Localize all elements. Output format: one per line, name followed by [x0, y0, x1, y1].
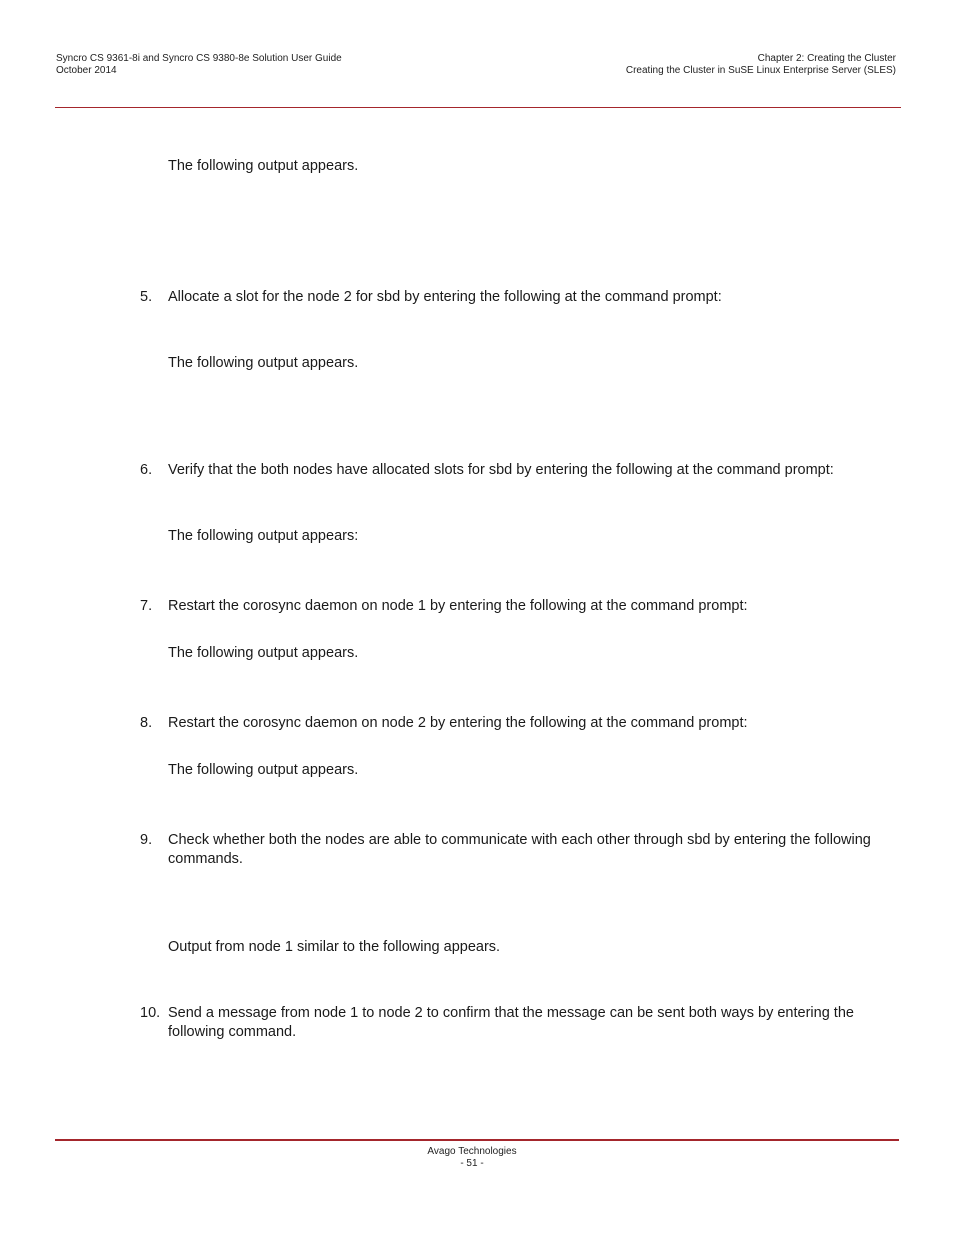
section-title: Creating the Cluster in SuSE Linux Enterprise Server (SLES) — [625, 65, 896, 76]
footer-divider — [55, 1139, 899, 1141]
step-number: 9. — [140, 832, 153, 848]
step-number: 8. — [140, 715, 153, 731]
step-text: Restart the corosync daemon on node 2 by entering the following at the command prompt: — [168, 715, 748, 731]
chapter-title: Chapter 2: Creating the Cluster — [757, 53, 896, 64]
output-paragraph: The following output appears. — [168, 762, 359, 778]
output-paragraph: The following output appears. — [168, 158, 359, 174]
footer — [0, 1146, 944, 1170]
header-divider — [55, 107, 901, 108]
step-7 — [140, 597, 898, 616]
step-number: 7. — [140, 598, 153, 614]
document-date: October 2014 — [56, 65, 117, 76]
step-8 — [140, 714, 898, 733]
step-text: Send a message from node 1 to node 2 to confirm that the message can be sent both ways by entering the following command. — [168, 1005, 854, 1040]
output-paragraph: The following output appears. — [168, 645, 359, 661]
step-9 — [140, 831, 898, 869]
step-6 — [140, 461, 898, 480]
document-title: Syncro CS 9361-8i and Syncro CS 9380-8e Solution User Guide — [56, 53, 342, 64]
step-text: Restart the corosync daemon on node 1 by entering the following at the command prompt: — [168, 598, 748, 614]
step-text: Allocate a slot for the node 2 for sbd by entering the following at the command prompt: — [168, 289, 722, 305]
step-number: 5. — [140, 289, 153, 305]
header-right — [626, 53, 896, 77]
output-paragraph: The following output appears. — [168, 355, 359, 371]
step-5 — [140, 288, 898, 307]
step-text: Verify that the both nodes have allocated slots for sbd by entering the following at the command prompt: — [168, 462, 834, 478]
output-paragraph: The following output appears: — [168, 528, 359, 544]
footer-company: Avago Technologies — [427, 1146, 517, 1157]
step-text: Check whether both the nodes are able to communicate with each other through sbd by entering the following commands. — [168, 832, 871, 867]
output-paragraph: Output from node 1 similar to the following appears. — [168, 939, 501, 955]
header-left — [56, 53, 342, 77]
page-number: - 51 - — [460, 1158, 484, 1169]
step-10 — [140, 1004, 868, 1042]
step-number: 6. — [140, 462, 153, 478]
step-number: 10. — [140, 1005, 161, 1021]
